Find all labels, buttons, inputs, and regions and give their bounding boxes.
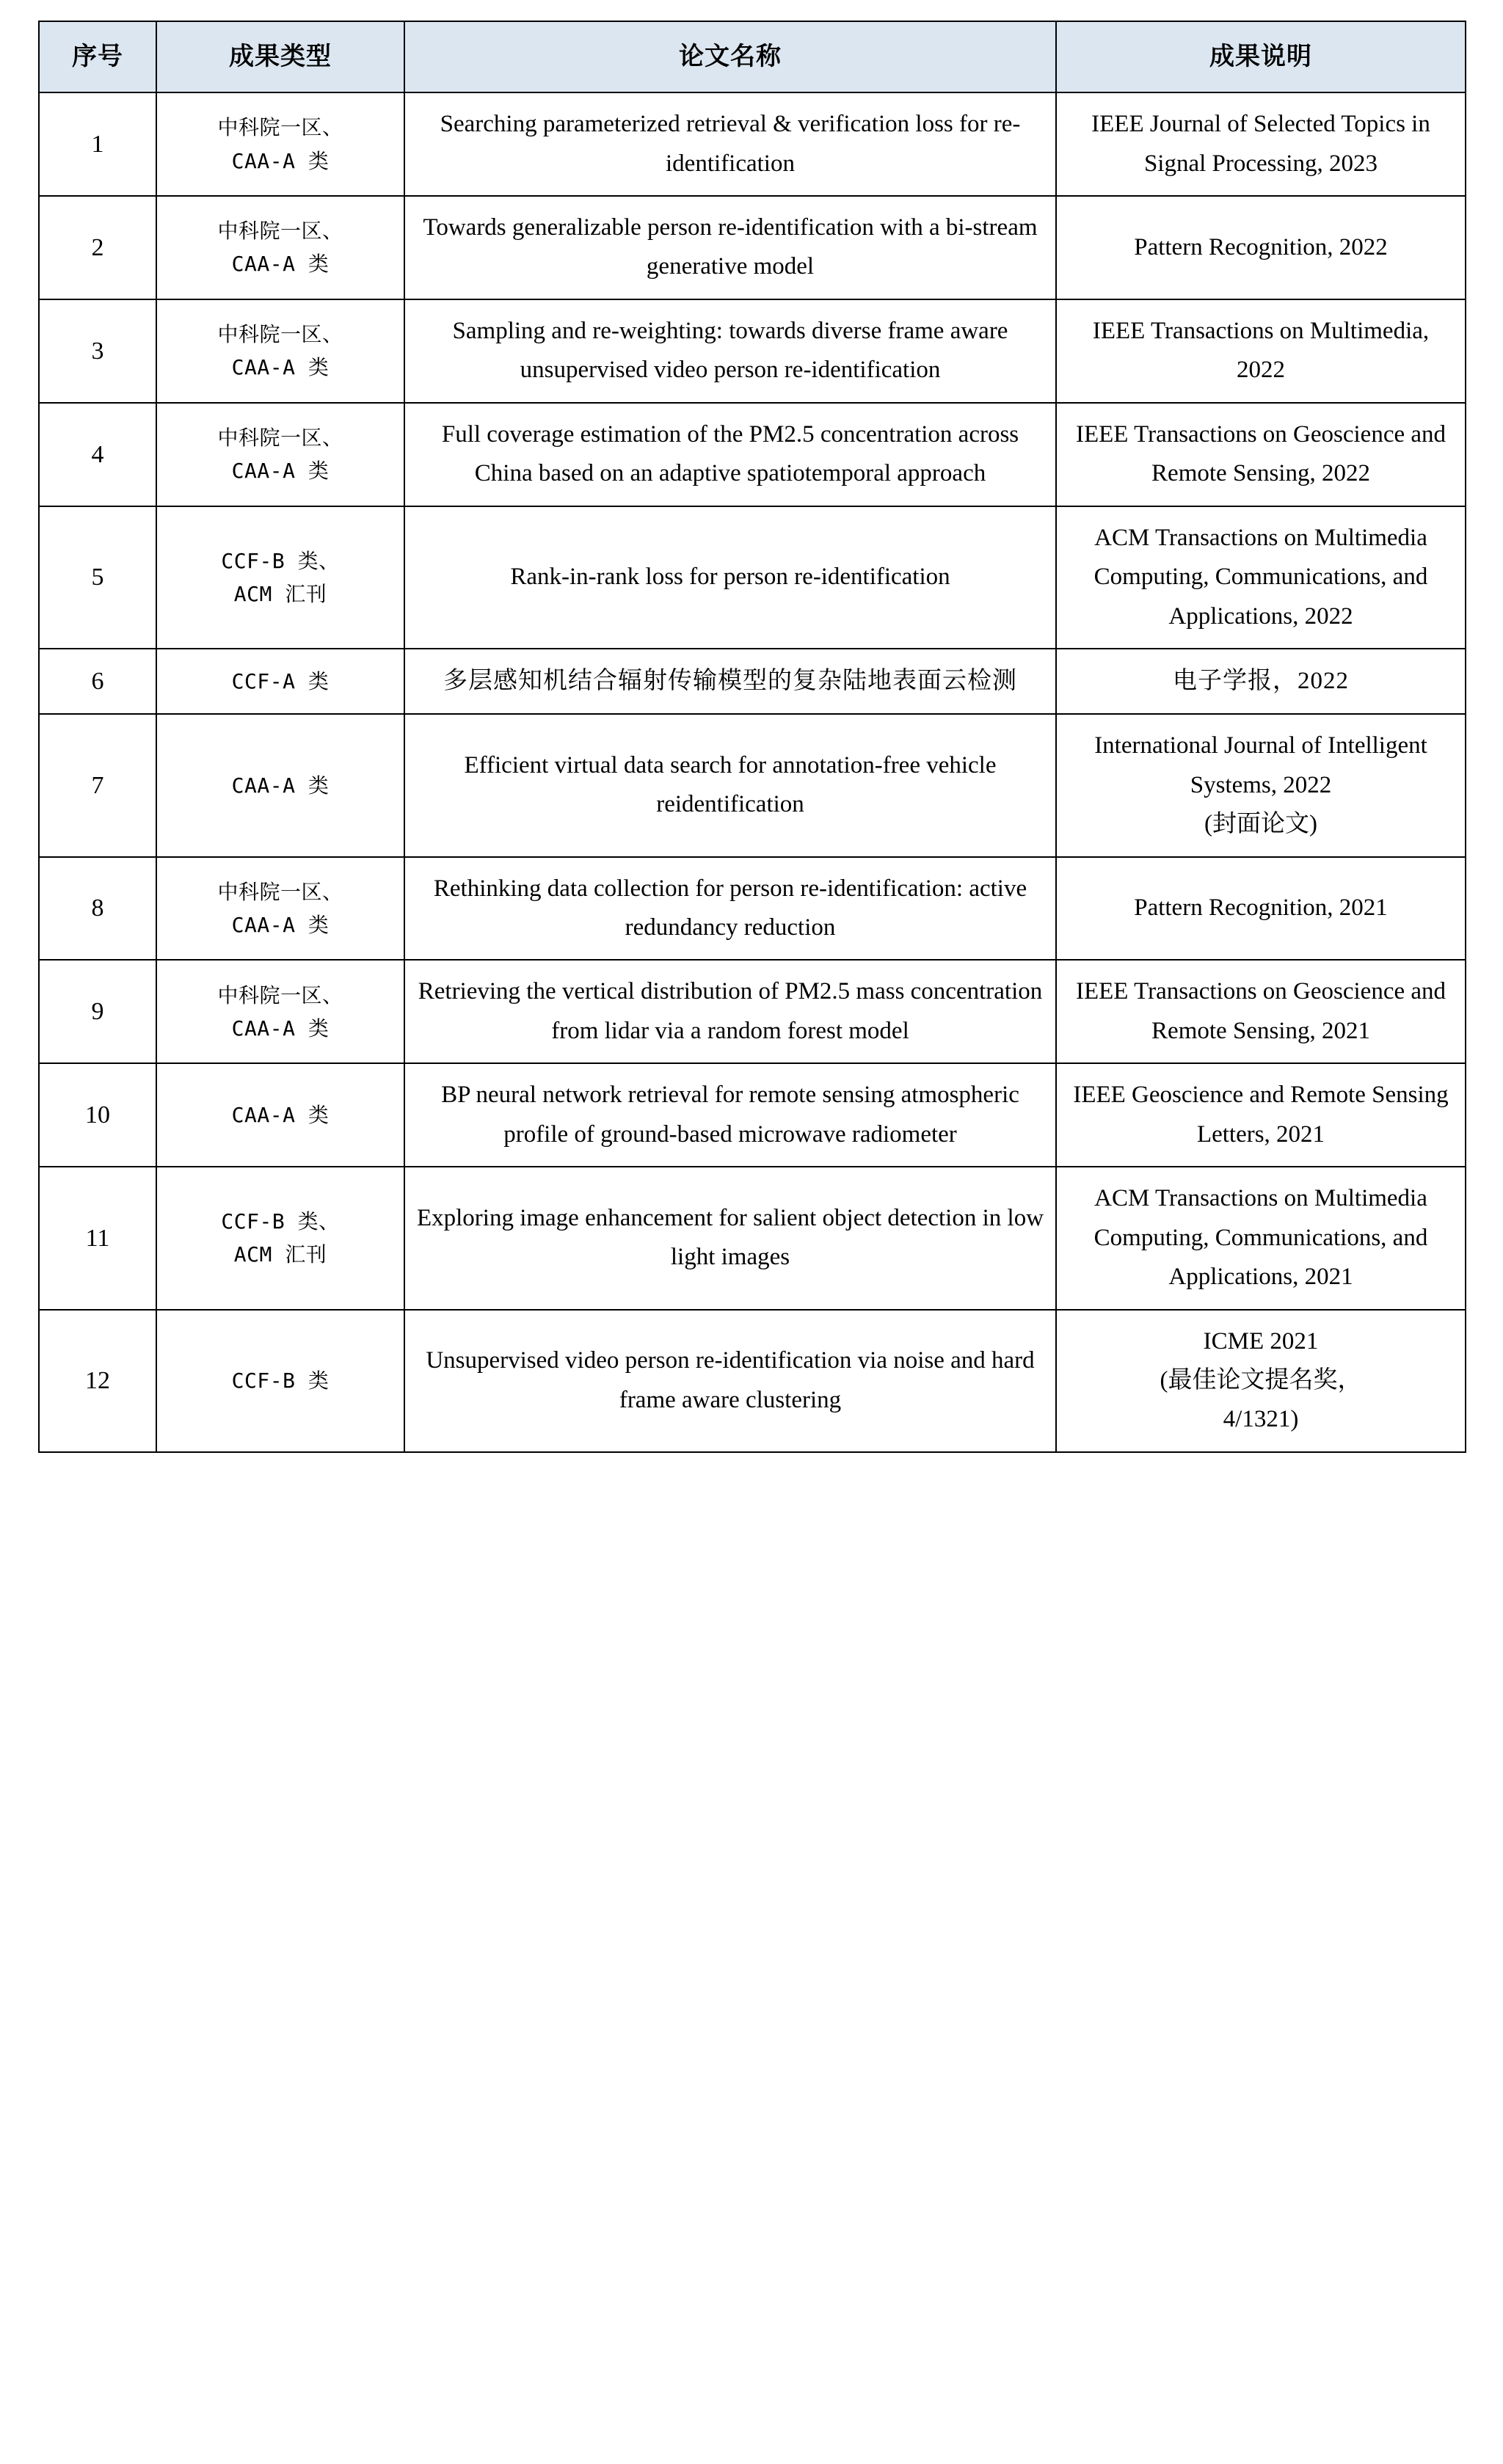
cell-title: Exploring image enhancement for salient object detection in low light images	[404, 1167, 1056, 1309]
cell-seq: 2	[39, 196, 156, 299]
cell-seq: 4	[39, 403, 156, 506]
cell-title: Unsupervised video person re-identification via noise and hard frame aware clustering	[404, 1310, 1056, 1452]
table-row	[39, 1167, 1466, 1309]
cell-seq: 12	[39, 1310, 156, 1452]
cell-title: Searching parameterized retrieval & verification loss for re-identification	[404, 92, 1056, 196]
column-header-type: 成果类型	[156, 21, 404, 92]
cell-type: 中科院一区、 CAA-A 类	[156, 299, 404, 403]
cell-type: CAA-A 类	[156, 714, 404, 856]
cell-type: 中科院一区、 CAA-A 类	[156, 403, 404, 506]
cell-title: Sampling and re-weighting: towards diverse frame aware unsupervised video person re-identification	[404, 299, 1056, 403]
table-row	[39, 1063, 1466, 1167]
table-row	[39, 714, 1466, 856]
table-header	[39, 21, 1466, 92]
cell-seq: 5	[39, 506, 156, 649]
cell-seq: 7	[39, 714, 156, 856]
table-row	[39, 649, 1466, 714]
cell-seq: 10	[39, 1063, 156, 1167]
column-header-desc: 成果说明	[1056, 21, 1466, 92]
cell-seq: 9	[39, 960, 156, 1063]
table-row	[39, 92, 1466, 196]
cell-seq: 3	[39, 299, 156, 403]
table-header-row	[39, 21, 1466, 92]
cell-type: 中科院一区、 CAA-A 类	[156, 960, 404, 1063]
cell-title: BP neural network retrieval for remote sensing atmospheric profile of ground-based microwave radiometer	[404, 1063, 1056, 1167]
cell-desc: 电子学报，2022	[1056, 649, 1466, 714]
table-row	[39, 196, 1466, 299]
table-row	[39, 857, 1466, 961]
cell-title: Rethinking data collection for person re-identification: active redundancy reduction	[404, 857, 1056, 961]
cell-desc: IEEE Transactions on Geoscience and Remote Sensing, 2022	[1056, 403, 1466, 506]
cell-desc: Pattern Recognition, 2021	[1056, 857, 1466, 961]
cell-desc: IEEE Transactions on Multimedia, 2022	[1056, 299, 1466, 403]
cell-type: CCF-A 类	[156, 649, 404, 714]
cell-seq: 6	[39, 649, 156, 714]
cell-title: Efficient virtual data search for annotation-free vehicle reidentification	[404, 714, 1056, 856]
table-row	[39, 506, 1466, 649]
cell-type: CAA-A 类	[156, 1063, 404, 1167]
column-header-title: 论文名称	[404, 21, 1056, 92]
cell-type: 中科院一区、 CAA-A 类	[156, 857, 404, 961]
cell-desc: IEEE Journal of Selected Topics in Signal Processing, 2023	[1056, 92, 1466, 196]
cell-title: Full coverage estimation of the PM2.5 concentration across China based on an adaptive spatiotemporal approach	[404, 403, 1056, 506]
cell-desc: ICME 2021 (最佳论文提名奖， 4/1321)	[1056, 1310, 1466, 1452]
cell-desc: IEEE Transactions on Geoscience and Remote Sensing, 2021	[1056, 960, 1466, 1063]
cell-seq: 1	[39, 92, 156, 196]
table-row	[39, 299, 1466, 403]
cell-desc: IEEE Geoscience and Remote Sensing Letters, 2021	[1056, 1063, 1466, 1167]
cell-desc: Pattern Recognition, 2022	[1056, 196, 1466, 299]
cell-type: CCF-B 类、 ACM 汇刊	[156, 506, 404, 649]
cell-title: Towards generalizable person re-identification with a bi-stream generative model	[404, 196, 1056, 299]
cell-title: Retrieving the vertical distribution of PM2.5 mass concentration from lidar via a random forest model	[404, 960, 1056, 1063]
table-body	[39, 92, 1466, 1452]
cell-type: 中科院一区、 CAA-A 类	[156, 92, 404, 196]
cell-desc: International Journal of Intelligent Systems, 2022 (封面论文)	[1056, 714, 1466, 856]
cell-desc: ACM Transactions on Multimedia Computing, Communications, and Applications, 2022	[1056, 506, 1466, 649]
column-header-seq: 序号	[39, 21, 156, 92]
table-row	[39, 403, 1466, 506]
cell-seq: 11	[39, 1167, 156, 1309]
cell-seq: 8	[39, 857, 156, 961]
cell-title: Rank-in-rank loss for person re-identification	[404, 506, 1056, 649]
cell-title: 多层感知机结合辐射传输模型的复杂陆地表面云检测	[404, 649, 1056, 714]
cell-desc: ACM Transactions on Multimedia Computing, Communications, and Applications, 2021	[1056, 1167, 1466, 1309]
table-row	[39, 1310, 1466, 1452]
achievements-table	[38, 21, 1466, 1453]
table-row	[39, 960, 1466, 1063]
cell-type: 中科院一区、 CAA-A 类	[156, 196, 404, 299]
cell-type: CCF-B 类	[156, 1310, 404, 1452]
cell-type: CCF-B 类、 ACM 汇刊	[156, 1167, 404, 1309]
